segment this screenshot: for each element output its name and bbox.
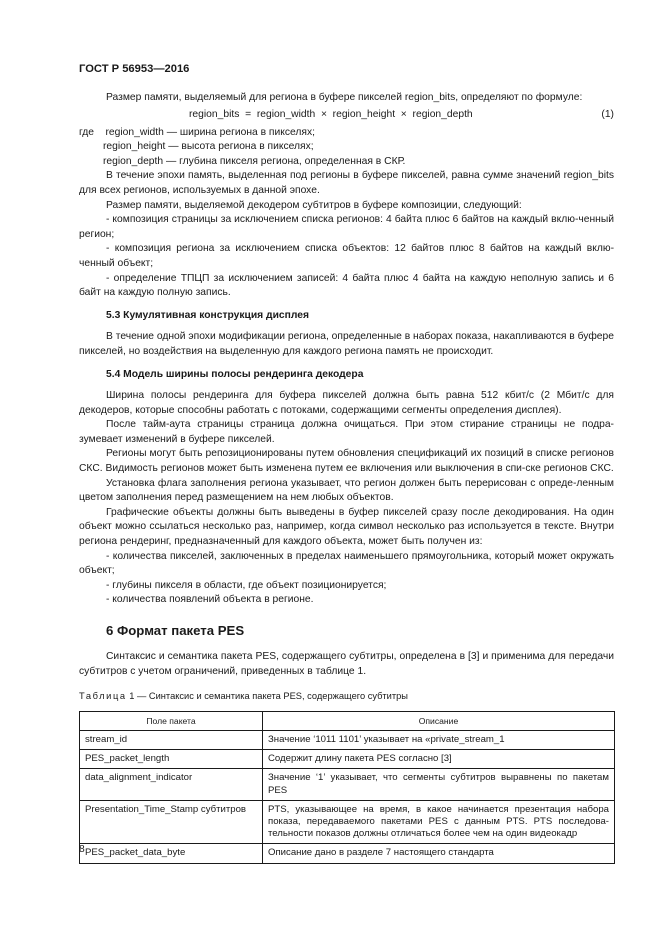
paragraph: Регионы могут быть репозиционированы путем обновления спецификаций их позиций в списке регионов СКС. Видимость регионов может быть изменена путем ее включения или выключения в спи-ске регионов СКС. [79, 448, 614, 475]
section-heading: 5.4 Модель ширины полосы рендеринга декодера [106, 368, 364, 380]
document-header: ГОСТ Р 56953—2016 [79, 63, 190, 75]
column-header: Поле пакета [80, 711, 263, 730]
paragraph: В течение эпохи память, выделенная под регионы в буфере пикселей, равна сумме значений region_bits для всех регионов, используемых в данной эпохе. [79, 170, 614, 196]
formula-number: (1) [601, 108, 614, 120]
table-cell: PES_packet_length [80, 750, 263, 769]
pes-packet-table [79, 711, 615, 864]
table-header-row [80, 711, 615, 730]
document-body [79, 91, 614, 864]
table-cell: Presentation_Time_Stamp субтитров [80, 800, 263, 844]
table-cell: Содержит длину пакета PES согласно [3] [263, 750, 615, 769]
column-header: Описание [263, 711, 615, 730]
paragraph: Синтаксис и семантика пакета PES, содержащего субтитры, определена в [3] и применима для передачи субтитров с учетом ограничений, приведенных в таблице 1. [79, 651, 614, 677]
formula [79, 108, 614, 126]
table-cell: Описание дано в разделе 7 настоящего стандарта [263, 844, 615, 863]
page-number: 8 [79, 844, 85, 855]
table-cell: Значение ‘1011 1101’ указывает на «private_stream_1 [263, 730, 615, 749]
list-item: - количества появлений объекта в регионе. [106, 594, 314, 606]
table-row [80, 769, 615, 800]
table-caption-text: 1 — Синтаксис и семантика пакета PES, содержащего субтитры [126, 691, 408, 702]
paragraph: Ширина полосы рендеринга для буфера пикселей должна быть равна 512 кбит/с (2 Мбит/с для декодеров, которые способны работать с потоками, содержащими сегменты определения дисплея). [79, 390, 614, 416]
table-cell: data_alignment_indicator [80, 769, 263, 800]
table-caption-label: Таблица [79, 691, 127, 702]
paragraph: В течение одной эпохи модификации региона, определенные в наборах показа, накапливаются в буфере пикселей, но воздействия на выделенную для каждого региона память не происходит. [79, 331, 614, 357]
table-cell: PTS, указывающее на время, в какое начинается презентация набора показа, передаваемого пакетами PES с данным PTS. PTS последова-тельности показов должны отличаться более чем на один видеокадр [263, 800, 615, 844]
list-item: - композиция региона за исключением списка объектов: 12 байтов плюс 8 байтов на каждый вклю-ченный объект; [79, 243, 614, 269]
table-row [80, 730, 615, 749]
formula-expression: region_bits = region_width × region_height × region_depth [189, 108, 473, 120]
list-item: - количества пикселей, заключенных в пределах наименьшего прямоугольника, который может окружать объект; [79, 550, 614, 577]
table-caption [79, 689, 614, 704]
paragraph: После тайм-аута страницы страница должна очищаться. При этом стирание страницы не подра-зумевает изменений в буфере пикселей. [79, 419, 614, 445]
paragraph: Установка флага заполнения региона указывает, что регион должен быть перерисован с опреде-ленным цветом заполнения перед размещением на нем любых объектов. [79, 477, 614, 504]
paragraph: Размер памяти, выделяемой декодером субтитров в буфере композиции, следующий: [106, 199, 522, 211]
table-cell: stream_id [80, 730, 263, 749]
formula-legend [79, 126, 614, 170]
table-cell: Значение ‘1’ указывает, что сегменты субтитров выравнены по пакетам PES [263, 769, 615, 800]
legend-item: region_height — высота региона в пикселях; [103, 141, 314, 153]
section-heading: 6 Формат пакета PES [106, 623, 245, 638]
legend-item: где region_width — ширина региона в пикселях; [79, 126, 316, 138]
table-row [80, 750, 615, 769]
list-item: - определение ТПЦП за исключением записей: 4 байта плюс 4 байта на каждую неполную запись и 6 байт на каждую полную запись. [79, 272, 614, 299]
section-heading: 5.3 Кумулятивная конструкция дисплея [106, 309, 310, 321]
table-row [80, 844, 615, 863]
table-row [80, 800, 615, 844]
paragraph: Размер памяти, выделяемый для региона в буфере пикселей region_bits, определяют по формуле: [106, 92, 583, 103]
paragraph: Графические объекты должны быть выведены в буфер пикселей сразу после декодирования. На один объект можно ссылаться несколько раз, например, когда символ несколько раз используется в тексте. Внутри региона рендеринг, предназначенный для каждого объекта, может быть получен из: [79, 506, 614, 548]
list-item: - композиция страницы за исключением списка регионов: 4 байта плюс 6 байтов на каждый вклю-ченный регион; [79, 214, 614, 240]
legend-item: region_depth — глубина пикселя региона, определенная в СКР. [103, 155, 406, 167]
table-cell: PES_packet_data_byte [80, 844, 263, 863]
list-item: - глубины пикселя в области, где объект позиционируется; [106, 579, 387, 591]
